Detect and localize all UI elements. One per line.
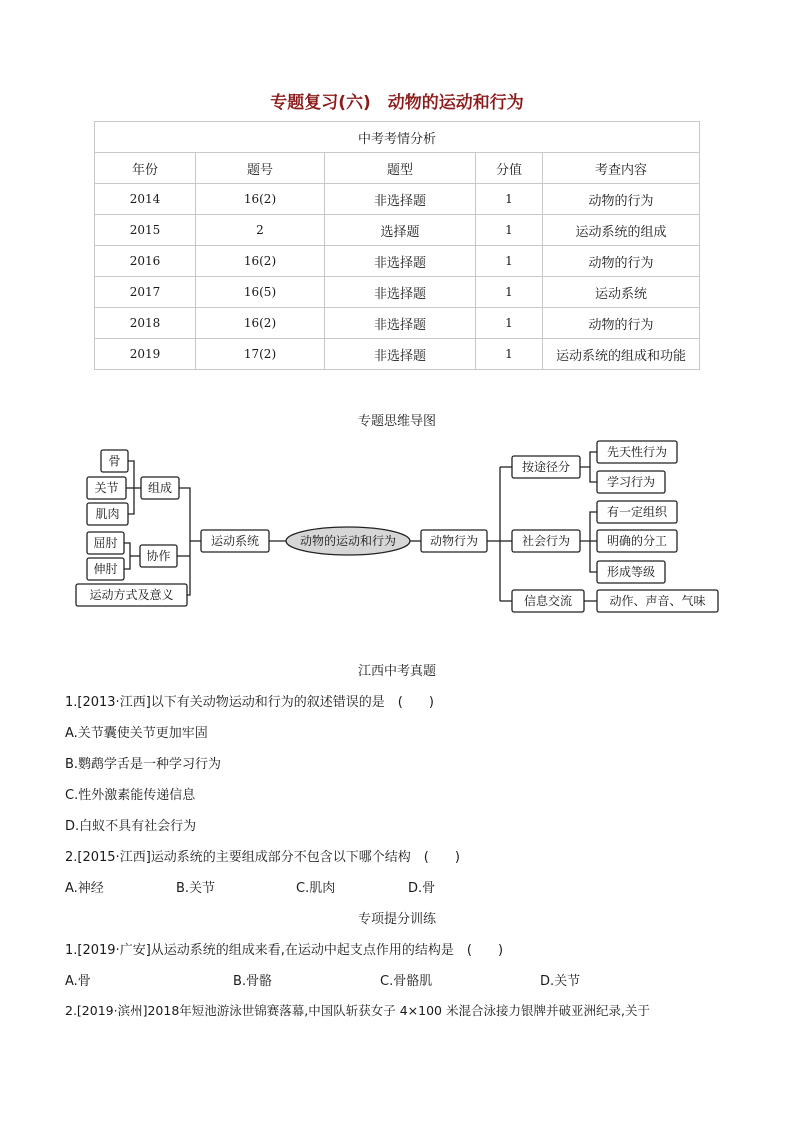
header-question-type: 题型 (325, 153, 476, 184)
svg-text:先天性行为: 先天性行为 (606, 445, 668, 459)
node-joint (87, 477, 126, 499)
node-center (286, 527, 410, 555)
node-action-sound-smell (597, 590, 718, 612)
svg-text:伸肘: 伸肘 (93, 562, 118, 576)
cell-type: 非选择题 (325, 184, 476, 215)
jiangxi-q1-option-a: A.关节囊使关节更加牢固 (65, 726, 208, 741)
cell-score: 1 (476, 184, 543, 215)
header-score: 分值 (476, 153, 543, 184)
cell-type: 选择题 (325, 215, 476, 246)
cell-content: 动物的行为 (543, 246, 700, 277)
cell-type: 非选择题 (325, 277, 476, 308)
cell-score: 1 (476, 246, 543, 277)
table-row (95, 215, 700, 246)
jiangxi-q2-option-c: C.肌肉 (296, 881, 336, 896)
jiangxi-q2-option-d: D.骨 (408, 881, 436, 896)
svg-text:形成等级: 形成等级 (606, 565, 656, 579)
svg-text:组成: 组成 (147, 481, 173, 495)
node-muscle (87, 503, 128, 525)
node-learned-behavior (597, 471, 665, 493)
cell-year: 2019 (95, 339, 196, 370)
node-by-origin (512, 456, 580, 478)
cell-score: 1 (476, 308, 543, 339)
cell-score: 1 (476, 277, 543, 308)
node-flex-elbow (87, 532, 124, 554)
svg-text:社会行为: 社会行为 (521, 534, 571, 548)
training-q1-option-d: D.关节 (540, 974, 581, 989)
training-q1-option-b: B.骨骼 (233, 974, 273, 989)
cell-content: 运动系统的组成和功能 (543, 339, 700, 370)
cell-year: 2018 (95, 308, 196, 339)
cell-score: 1 (476, 339, 543, 370)
cell-question-no: 16(2) (196, 184, 325, 215)
cell-year: 2016 (95, 246, 196, 277)
exam-analysis-table (94, 121, 700, 370)
svg-text:运动方式及意义: 运动方式及意义 (89, 588, 174, 602)
node-motor-system (201, 530, 269, 552)
node-division-of-labor (597, 530, 677, 552)
cell-question-no: 2 (196, 215, 325, 246)
cell-year: 2014 (95, 184, 196, 215)
jiangxi-q1-option-b: B.鹦鹉学舌是一种学习行为 (65, 757, 222, 772)
cell-type: 非选择题 (325, 339, 476, 370)
cell-question-no: 17(2) (196, 339, 325, 370)
page-title: 专题复习(六) 动物的运动和行为 (270, 93, 524, 113)
svg-text:协作: 协作 (146, 549, 171, 563)
node-composition (141, 477, 179, 499)
table-header-row (95, 153, 700, 184)
jiangxi-q1: 1.[2013·江西]以下有关动物运动和行为的叙述错误的是 ( ) (65, 695, 434, 710)
node-cooperation (140, 545, 177, 567)
svg-text:骨: 骨 (108, 454, 121, 468)
cell-content: 运动系统的组成 (543, 215, 700, 246)
node-organized (597, 501, 677, 523)
table-row (95, 308, 700, 339)
table-caption: 中考考情分析 (95, 122, 700, 153)
jiangxi-q1-option-c: C.性外激素能传递信息 (65, 788, 196, 803)
node-bone (101, 450, 128, 472)
cell-score: 1 (476, 215, 543, 246)
table-row (95, 339, 700, 370)
table-row (95, 277, 700, 308)
mind-map (0, 430, 794, 620)
svg-text:动物行为: 动物行为 (429, 534, 479, 548)
svg-text:肌肉: 肌肉 (95, 507, 120, 521)
table-row (95, 246, 700, 277)
training-heading: 专项提分训练 (357, 912, 436, 927)
svg-text:关节: 关节 (94, 481, 119, 495)
training-q1: 1.[2019·广安]从运动系统的组成来看,在运动中起支点作用的结构是 ( ) (65, 943, 504, 958)
cell-year: 2017 (95, 277, 196, 308)
jiangxi-q2: 2.[2015·江西]运动系统的主要组成部分不包含以下哪个结构 ( ) (65, 850, 460, 865)
header-year: 年份 (95, 153, 196, 184)
jiangxi-q2-option-a: A.神经 (65, 881, 104, 896)
svg-text:屈肘: 屈肘 (93, 536, 118, 550)
cell-content: 动物的行为 (543, 308, 700, 339)
training-q1-option-a: A.骨 (65, 974, 91, 989)
svg-text:动作、声音、气味: 动作、声音、气味 (609, 594, 706, 608)
cell-question-no: 16(2) (196, 246, 325, 277)
svg-text:按途径分: 按途径分 (521, 460, 571, 474)
node-info-exchange (512, 590, 584, 612)
jiangxi-q1-option-d: D.白蚁不具有社会行为 (65, 819, 197, 834)
table-row (95, 184, 700, 215)
node-animal-behavior (421, 530, 487, 552)
training-q2: 2.[2019·滨州]2018年短池游泳世锦赛落幕,中国队斩获女子 4×100 米混合泳接力银牌并破亚洲纪录,关于 (65, 1003, 650, 1018)
cell-question-no: 16(2) (196, 308, 325, 339)
svg-text:学习行为: 学习行为 (606, 475, 656, 489)
cell-type: 非选择题 (325, 308, 476, 339)
jiangxi-heading: 江西中考真题 (357, 664, 436, 679)
svg-text:信息交流: 信息交流 (523, 594, 573, 608)
svg-text:明确的分工: 明确的分工 (606, 534, 668, 548)
node-innate-behavior (597, 441, 677, 463)
node-hierarchy (597, 561, 665, 583)
cell-year: 2015 (95, 215, 196, 246)
training-q1-option-c: C.骨骼肌 (380, 974, 433, 989)
header-question-no: 题号 (196, 153, 325, 184)
cell-type: 非选择题 (325, 246, 476, 277)
cell-question-no: 16(5) (196, 277, 325, 308)
mindmap-heading: 专题思维导图 (357, 414, 436, 429)
jiangxi-q2-option-b: B.关节 (176, 881, 216, 896)
cell-content: 运动系统 (543, 277, 700, 308)
svg-text:运动系统: 运动系统 (210, 534, 260, 548)
svg-text:动物的运动和行为: 动物的运动和行为 (299, 534, 397, 548)
node-extend-elbow (87, 558, 124, 580)
cell-content: 动物的行为 (543, 184, 700, 215)
node-social-behavior (512, 530, 580, 552)
svg-text:有一定组织: 有一定组织 (606, 505, 668, 519)
node-motion-meaning (76, 584, 187, 606)
header-content: 考查内容 (543, 153, 700, 184)
